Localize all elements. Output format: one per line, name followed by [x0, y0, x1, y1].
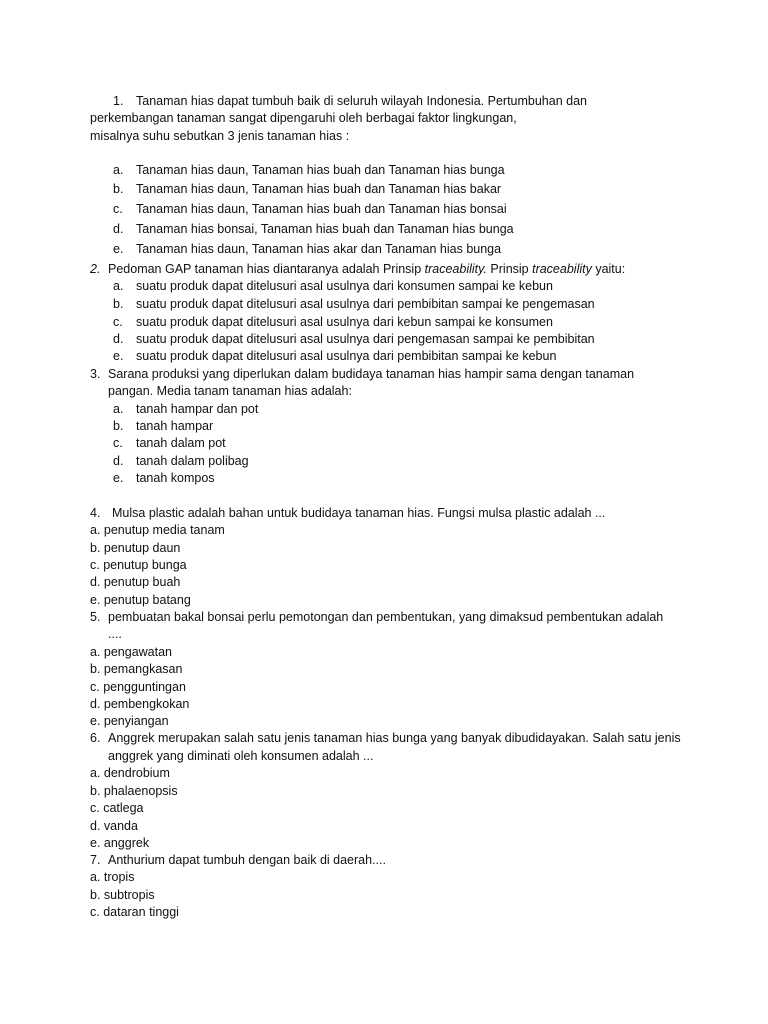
question-6-text: anggrek yang diminati oleh konsumen adalah ...: [108, 749, 374, 763]
option-text: b. pemangkasan: [90, 662, 183, 676]
option-text: e. anggrek: [90, 836, 150, 850]
option-text: suatu produk dapat ditelusuri asal usulnya dari pengemasan sampai ke pembibitan: [136, 332, 595, 346]
option-text: suatu produk dapat ditelusuri asal usulnya dari kebun sampai ke konsumen: [136, 315, 553, 329]
question-4-number: 4.: [90, 506, 101, 520]
option-text: tanah kompos: [136, 471, 215, 485]
option-text: e. penyiangan: [90, 714, 169, 728]
question-7-text: Anthurium dapat tumbuh dengan baik di daerah....: [108, 853, 386, 867]
option-letter: c.: [113, 202, 123, 216]
option-letter: a.: [113, 163, 124, 177]
question-3-text: Sarana produksi yang diperlukan dalam budidaya tanaman hias hampir sama dengan tanaman: [108, 367, 635, 381]
option-letter: e.: [113, 349, 124, 363]
option-text: a. pengawatan: [90, 645, 173, 659]
question-4-text: Mulsa plastic adalah bahan untuk budidaya tanaman hias. Fungsi mulsa plastic adalah ...: [112, 506, 606, 520]
question-1-text: Tanaman hias dapat tumbuh baik di seluruh wilayah Indonesia. Pertumbuhan dan: [136, 94, 587, 108]
option-text: d. pembengkokan: [90, 697, 190, 711]
question-6-number: 6.: [90, 731, 101, 745]
option-letter: c.: [113, 315, 123, 329]
option-letter: e.: [113, 471, 124, 485]
option-text: b. subtropis: [90, 888, 155, 902]
question-5-text: pembuatan bakal bonsai perlu pemotongan dan pembentukan, yang dimaksud pembentukan adalah: [108, 610, 664, 624]
option-text: c. pengguntingan: [90, 680, 186, 694]
option-text: d. penutup buah: [90, 575, 181, 589]
option-text: Tanaman hias daun, Tanaman hias buah dan Tanaman hias bakar: [136, 182, 502, 196]
option-text: e. penutup batang: [90, 593, 191, 607]
option-letter: c.: [113, 436, 123, 450]
option-text: c. penutup bunga: [90, 558, 187, 572]
question-1-text: perkembangan tanaman sangat dipengaruhi oleh berbagai faktor lingkungan,: [90, 111, 517, 125]
question-5-text: ....: [108, 627, 122, 641]
option-text: Tanaman hias bonsai, Tanaman hias buah dan Tanaman hias bunga: [136, 222, 514, 236]
option-text: Tanaman hias daun, Tanaman hias buah dan Tanaman hias bunga: [136, 163, 505, 177]
option-letter: d.: [113, 222, 124, 236]
question-2-term: traceability.: [424, 262, 487, 276]
option-text: b. phalaenopsis: [90, 784, 178, 798]
question-7-number: 7.: [90, 853, 101, 867]
option-letter: b.: [113, 182, 124, 196]
option-text: Tanaman hias daun, Tanaman hias akar dan Tanaman hias bunga: [136, 242, 502, 256]
option-letter: a.: [113, 402, 124, 416]
question-2-text-part: Pedoman GAP tanaman hias diantaranya adalah Prinsip: [108, 262, 425, 276]
option-text: suatu produk dapat ditelusuri asal usulnya dari pembibitan sampai ke pengemasan: [136, 297, 595, 311]
option-text: c. dataran tinggi: [90, 905, 179, 919]
option-letter: b.: [113, 419, 124, 433]
option-text: a. tropis: [90, 870, 135, 884]
question-6-text: Anggrek merupakan salah satu jenis tanaman hias bunga yang banyak dibudidayakan. Salah satu jenis: [108, 731, 681, 745]
option-text: a. penutup media tanam: [90, 523, 225, 537]
option-text: tanah hampar dan pot: [136, 402, 259, 416]
option-letter: d.: [113, 332, 124, 346]
question-2-term: traceability: [532, 262, 592, 276]
question-2-text-part: Prinsip: [486, 262, 533, 276]
question-2-text: [108, 261, 625, 277]
question-3-number: 3.: [90, 367, 101, 381]
question-2-number: 2.: [90, 262, 101, 276]
option-text: suatu produk dapat ditelusuri asal usulnya dari konsumen sampai ke kebun: [136, 279, 553, 293]
question-2-text-part: yaitu:: [591, 262, 626, 276]
option-letter: b.: [113, 297, 124, 311]
option-text: b. penutup daun: [90, 541, 181, 555]
option-letter: e.: [113, 242, 124, 256]
option-text: Tanaman hias daun, Tanaman hias buah dan Tanaman hias bonsai: [136, 202, 507, 216]
option-text: c. catlega: [90, 801, 144, 815]
question-5-number: 5.: [90, 610, 101, 624]
option-text: tanah hampar: [136, 419, 214, 433]
option-text: d. vanda: [90, 819, 138, 833]
option-letter: a.: [113, 279, 124, 293]
option-text: suatu produk dapat ditelusuri asal usulnya dari pembibitan sampai ke kebun: [136, 349, 557, 363]
option-text: tanah dalam polibag: [136, 454, 249, 468]
option-text: a. dendrobium: [90, 766, 170, 780]
question-1-text: misalnya suhu sebutkan 3 jenis tanaman hias :: [90, 129, 350, 143]
option-letter: d.: [113, 454, 124, 468]
question-3-text: pangan. Media tanam tanaman hias adalah:: [108, 384, 352, 398]
question-1-number: 1.: [113, 94, 124, 108]
option-text: tanah dalam pot: [136, 436, 226, 450]
